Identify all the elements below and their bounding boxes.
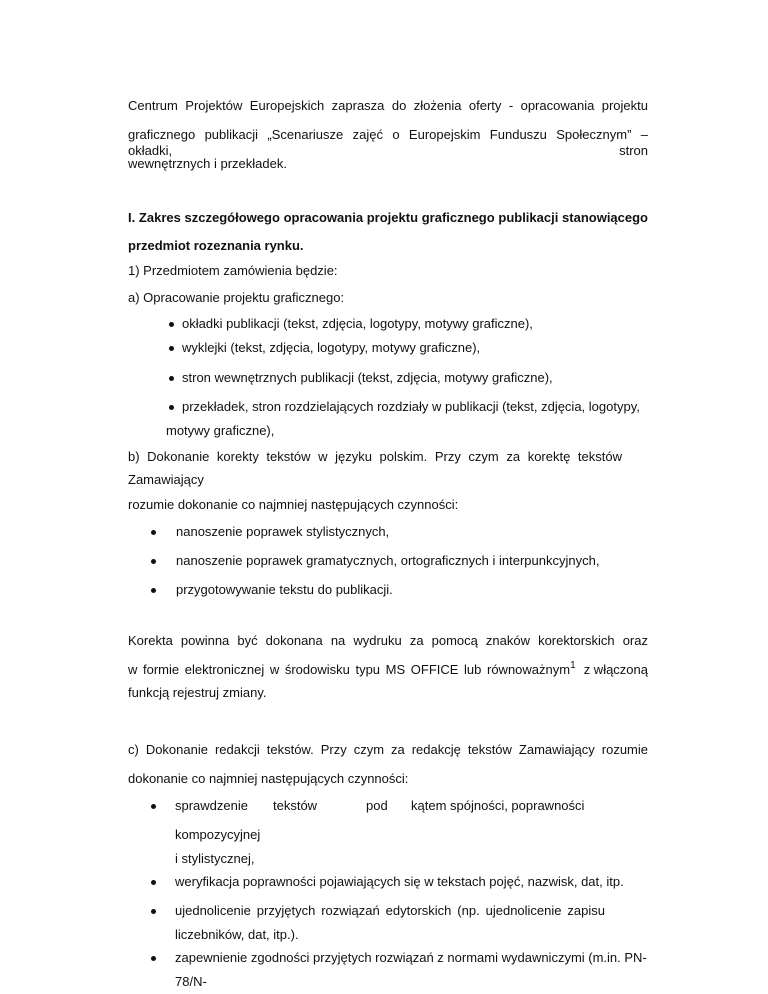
subpoint-c-line-2: dokonanie co najmniej następujących czynności:: [128, 771, 409, 786]
point-1: 1) Przedmiotem zamówienia będzie:: [128, 263, 338, 278]
subpoint-a-label: a) Opracowanie projektu graficznego:: [128, 290, 345, 305]
subpoint-b-line-3: rozumie dokonanie co najmniej następujących czynności:: [128, 497, 459, 512]
b-item-1: nanoszenie poprawek stylistycznych,: [176, 524, 390, 539]
bullet-icon: [151, 559, 156, 564]
c-item-1-continuation-1: kompozycyjnej: [175, 827, 261, 842]
a-item-1: okładki publikacji (tekst, zdjęcia, logotypy, motywy graficzne),: [182, 316, 533, 331]
footnote-marker[interactable]: 1: [570, 660, 576, 671]
a-item-4: przekładek, stron rozdzielających rozdziały w publikacji (tekst, zdjęcia, logotypy,: [182, 399, 640, 414]
c-item-1-word-4: kątem spójności, poprawności: [411, 798, 585, 813]
correction-line-2-end: z włączoną: [583, 662, 648, 677]
correction-line-2-text: w formie elektronicznej w środowisku typu MS OFFICE lub równoważnym: [128, 662, 571, 677]
intro-line-2: graficznego publikacji „Scenariusze zajęć o Europejskim Funduszu Społecznym” – okładki, stron: [128, 127, 648, 158]
a-item-4-continuation: motywy graficzne),: [166, 423, 275, 438]
intro-line-3: wewnętrznych i przekładek.: [128, 156, 287, 171]
c-item-4: zapewnienie zgodności przyjętych rozwiązań z normami wydawniczymi (m.in. PN-: [175, 950, 647, 965]
bullet-icon: [169, 405, 174, 410]
bullet-icon: [151, 530, 156, 535]
bullet-icon: [151, 588, 156, 593]
bullet-icon: [169, 346, 174, 351]
b-item-3: przygotowywanie tekstu do publikacji.: [176, 582, 393, 597]
correction-line-3: funkcją rejestruj zmiany.: [128, 685, 267, 700]
bullet-icon: [151, 956, 156, 961]
c-item-2: weryfikacja poprawności pojawiających się w tekstach pojęć, nazwisk, dat, itp.: [175, 874, 624, 889]
section-heading-line-2: przedmiot rozeznania rynku.: [128, 238, 304, 253]
c-item-3: ujednolicenie przyjętych rozwiązań edytorskich (np. ujednolicenie zapisu: [175, 903, 605, 918]
c-item-3-continuation: liczebników, dat, itp.).: [175, 927, 299, 942]
subpoint-b-line-2: Zamawiający: [128, 472, 204, 487]
a-item-3: stron wewnętrznych publikacji (tekst, zdjęcia, motywy graficzne),: [182, 370, 553, 385]
intro-line-1: Centrum Projektów Europejskich zaprasza do złożenia oferty - opracowania projektu: [128, 98, 648, 113]
c-item-1-continuation-2: i stylistycznej,: [175, 851, 255, 866]
correction-line-1: Korekta powinna być dokonana na wydruku za pomocą znaków korektorskich oraz: [128, 633, 648, 648]
c-item-4-continuation: 78/N-: [175, 974, 207, 989]
c-item-1-word-3: pod: [366, 798, 388, 813]
bullet-icon: [151, 804, 156, 809]
subpoint-b-line-1: b) Dokonanie korekty tekstów w języku polskim. Przy czym za korektę tekstów: [128, 449, 622, 464]
section-heading-line-1: I. Zakres szczegółowego opracowania projektu graficznego publikacji stanowiącego: [128, 210, 648, 225]
bullet-icon: [151, 909, 156, 914]
c-item-1-word-2: tekstów: [273, 798, 318, 813]
a-item-2: wyklejki (tekst, zdjęcia, logotypy, motywy graficzne),: [182, 340, 481, 355]
bullet-icon: [169, 376, 174, 381]
bullet-icon: [169, 322, 174, 327]
subpoint-c-line-1: c) Dokonanie redakcji tekstów. Przy czym za redakcję tekstów Zamawiający rozumie: [128, 742, 648, 757]
correction-line-2: [128, 662, 648, 680]
c-item-1-word-1: sprawdzenie: [175, 798, 248, 813]
b-item-2: nanoszenie poprawek gramatycznych, ortograficznych i interpunkcyjnych,: [176, 553, 600, 568]
bullet-icon: [151, 880, 156, 885]
